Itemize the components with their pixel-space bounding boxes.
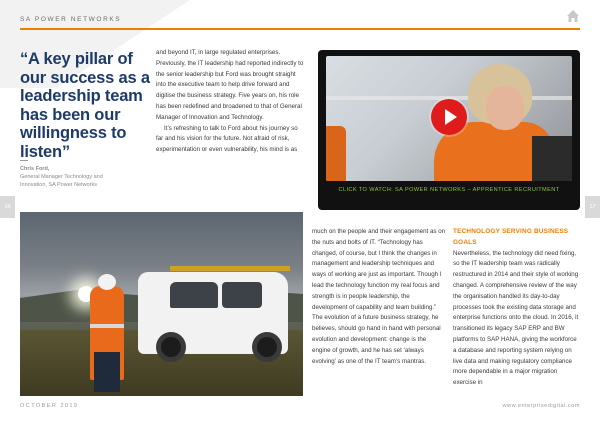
thumbnail-figure-left bbox=[326, 126, 346, 181]
photo-hivis-stripe bbox=[90, 324, 124, 328]
thumbnail-equipment bbox=[532, 136, 572, 181]
footer-url[interactable]: www.enterprisedigital.com bbox=[502, 403, 580, 409]
body-paragraph: much on the people and their engagement as on the nuts and bolts of IT. “Technology has changed, of course, but I think the changes in management and leadership techniques and ways of working are just as important. Though I lead the technology function my real focus and strength is in people leadership, the development of capability and team building.” The evolution of a future business strategy, he believes, should go hand in hand with personal evolution and development: change is the engine of growth, and he has set ‘always evolving’ as one of the IT team’s mantras. bbox=[312, 228, 446, 365]
photo-ute-window bbox=[222, 282, 262, 308]
photo-ute-wheel bbox=[252, 332, 282, 362]
publication-brand: SA POWER NETWORKS bbox=[20, 16, 122, 23]
quote-author: Chris Ford, bbox=[20, 166, 50, 172]
photo-worker-legs bbox=[94, 352, 120, 392]
video-caption-lead: CLICK TO WATCH: bbox=[338, 187, 394, 193]
video-caption[interactable] bbox=[318, 186, 580, 194]
photo-ute-wheel bbox=[156, 332, 186, 362]
section-heading: TECHNOLOGY SERVING BUSINESS GOALS bbox=[453, 228, 569, 246]
body-paragraph: and beyond IT, in large regulated enterprises. Previously, the IT leadership had reported indirectly to the senior leadership but Ford was brought straight into the executive team to help drive forward and digitise the business strategy. Five years on, his role has been redefined and broadened to that of General Manager of Innovation and Technology. bbox=[156, 49, 304, 121]
pull-quote: “A key pillar of our success as a leadership team has been our willingness to listen” bbox=[20, 50, 150, 161]
page-number-left[interactable]: 16 bbox=[0, 196, 15, 218]
video-thumbnail[interactable] bbox=[326, 56, 572, 181]
attribution-divider bbox=[20, 160, 28, 161]
body-column-1 bbox=[156, 48, 304, 156]
video-caption-title: SA POWER NETWORKS – APPRENTICE RECRUITMENT bbox=[393, 187, 560, 193]
header-rule bbox=[20, 28, 580, 30]
page-number-right[interactable]: 17 bbox=[585, 196, 600, 218]
home-icon[interactable] bbox=[566, 9, 580, 23]
photo-ute-rack bbox=[170, 266, 290, 271]
photo-worker-helmet bbox=[98, 274, 116, 290]
quote-author-title: General Manager Technology and Innovation, SA Power Networks bbox=[20, 174, 103, 188]
video-card[interactable] bbox=[318, 50, 580, 210]
footer-date: OCTOBER 2019 bbox=[20, 403, 79, 409]
body-paragraph: Nevertheless, the technology did need fixing, so the IT leadership team was radically restructured in 2014 and their style of working changed. A comprehensive review of the way the organisation handled its day-to-day processes took the existing data storage and enterprise functions onto the cloud. In 2016, it transitioned its legacy SAP ERP and BW platforms to SAP HANA, giving the workforce a database and reporting system relying on live data and making regulatory compliance more dependable in a major migration exercise in bbox=[453, 249, 579, 387]
body-paragraph: It’s refreshing to talk to Ford about his journey so far and his vision for the future. Not afraid of risk, experimentation or even vulnerability, his mind is as bbox=[156, 124, 298, 154]
worker-photo bbox=[20, 212, 303, 396]
photo-ute-window bbox=[170, 282, 218, 308]
body-column-2 bbox=[312, 227, 446, 367]
thumbnail-worker-face bbox=[486, 86, 524, 130]
body-column-3 bbox=[453, 227, 581, 389]
play-icon[interactable] bbox=[431, 99, 467, 135]
